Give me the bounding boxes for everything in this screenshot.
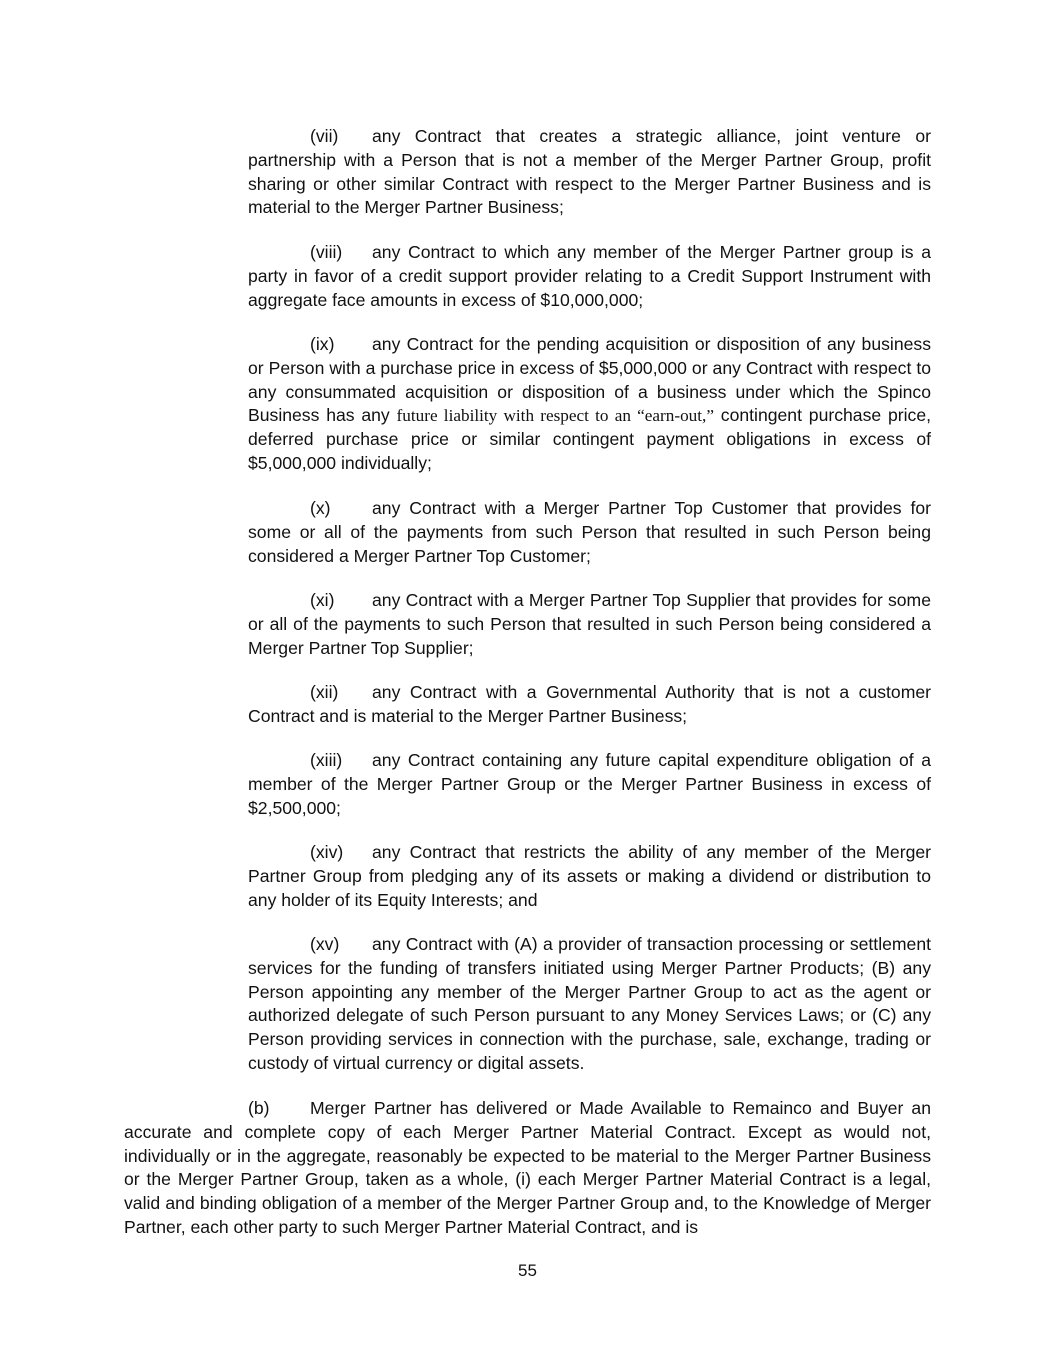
- clause-xiv: [248, 841, 931, 912]
- clause-text: any Contract with (A) a provider of transaction processing or settlement services for the funding of transfers initiated using Merger Partner Products; (B) any Person appointing any member of the Merger Partner Group to act as the agent or authorized delegate of such Person pursuant to any Money Services Laws; or (C) any Person providing services in connection with the purchase, sale, exchange, trading or custody of virtual currency or digital assets.: [248, 934, 931, 1073]
- clause-text: contingent purchase price, deferred purchase price or similar contingent payment obligations in excess of $5,000,000 individually;: [248, 405, 931, 473]
- clause-number: (xiii): [310, 750, 343, 770]
- clause-text: any Contract that restricts the ability of any member of the Merger Partner Group from pledging any of its assets or making a dividend or distribution to any holder of its Equity Interests; and: [248, 842, 931, 910]
- clause-number: (ix): [310, 334, 335, 354]
- clause-text: any Contract with a Governmental Authority that is not a customer Contract and is material to the Merger Partner Business;: [248, 682, 931, 726]
- clause-text: any Contract to which any member of the Merger Partner group is a party in favor of a credit support provider relating to a Credit Support Instrument with aggregate face amounts in excess of $10,000,000;: [248, 242, 931, 310]
- clause-number: (vii): [310, 126, 339, 146]
- clause-viii: [248, 241, 931, 312]
- paragraph-text: Merger Partner has delivered or Made Available to Remainco and Buyer an accurate and complete copy of each Merger Partner Material Contract. Except as would not, individually or in the aggregate, reasonably be expected to be material to the Merger Partner Business or the Merger Partner Group, taken as a whole, (i) each Merger Partner Material Contract is a legal, valid and binding obligation of a member of the Merger Partner Group and, to the Knowledge of Merger Partner, each other party to such Merger Partner Material Contract, and is: [124, 1098, 931, 1237]
- clause-xiii: [248, 749, 931, 820]
- clause-vii: [248, 125, 931, 220]
- clause-number: (x): [310, 498, 331, 518]
- clause-x: [248, 497, 931, 568]
- clause-number: (viii): [310, 242, 343, 262]
- clause-text: any Contract with a Merger Partner Top Customer that provides for some or all of the payments from such Person that resulted in such Person being considered a Merger Partner Top Customer;: [248, 498, 931, 566]
- paragraph-number: (b): [248, 1098, 270, 1118]
- page-number: 55: [518, 1261, 537, 1280]
- clause-text: any Contract for the pending acquisition or disposition of any business or Person with a purchase price in excess of $5,000,000 or any Contract with respect to any consummated acquisition or disposition of a business under which the Spinco Business has any: [248, 334, 931, 426]
- clause-text: any Contract that creates a strategic alliance, joint venture or partnership with a Person that is not a member of the Merger Partner Group, profit sharing or other similar Contract with respect to the Merger Partner Business and is material to the Merger Partner Business;: [248, 126, 931, 218]
- clause-xi: [248, 589, 931, 660]
- clause-xv: [248, 933, 931, 1076]
- clause-xii: [248, 681, 931, 729]
- clause-text: any Contract with a Merger Partner Top Supplier that provides for some or all of the payments to such Person that resulted in such Person being considered a Merger Partner Top Supplier;: [248, 590, 931, 658]
- clause-number: (xv): [310, 934, 340, 954]
- clause-number: (xii): [310, 682, 339, 702]
- clause-number: (xiv): [310, 842, 344, 862]
- paragraph-b: [124, 1097, 931, 1240]
- clause-number: (xi): [310, 590, 335, 610]
- clause-text-serif: future liability with respect to an “earn-out,”: [396, 406, 714, 426]
- clause-text: any Contract containing any future capital expenditure obligation of a member of the Merger Partner Group or the Merger Partner Business in excess of $2,500,000;: [248, 750, 931, 818]
- clause-ix: [248, 333, 931, 476]
